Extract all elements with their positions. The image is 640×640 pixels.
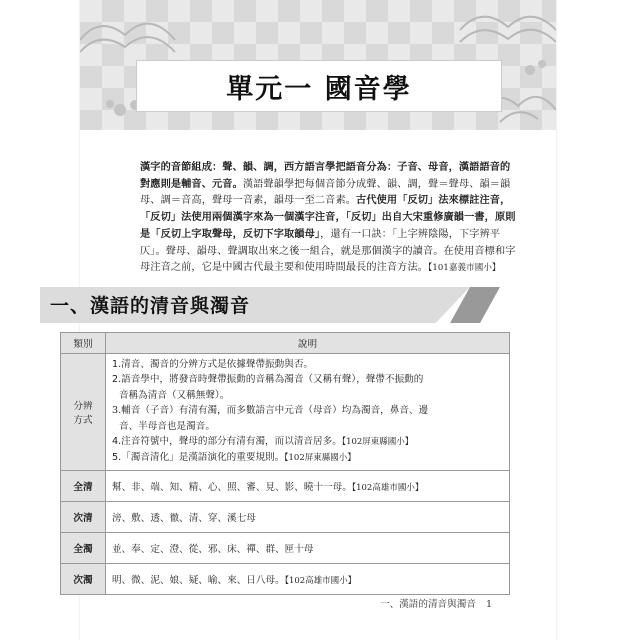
- exam-tag: 【102高雄市國小】: [351, 482, 424, 493]
- row-category: [61, 354, 106, 471]
- header-category: 類別: [61, 333, 106, 354]
- intro-text: 對應則是輔音、元音。: [140, 178, 243, 190]
- row-content: [106, 470, 510, 501]
- row-content-text: 幫、非、端、知、精、心、照、審、見、影、曉十一母。: [112, 481, 352, 493]
- exam-tag: 【102屏東縣國小】: [284, 453, 356, 464]
- table-header-row: [61, 333, 510, 354]
- page-title: 單元一 國音學: [136, 60, 502, 112]
- row-category: 次濁: [61, 563, 106, 594]
- category-text: 方式: [73, 414, 93, 426]
- voicing-table: [60, 332, 510, 595]
- footer-label: 一、漢語的清音與濁音: [380, 599, 476, 610]
- row-category: 全濁: [61, 532, 106, 563]
- intro-text: 漢語聲韻學把每個音節分成聲、韻、調，聲＝聲母、韻＝韻: [242, 178, 511, 190]
- table-row: [61, 563, 510, 594]
- row-category: 次清: [61, 501, 106, 532]
- exam-tag: 【101嘉義市國小】: [428, 263, 501, 274]
- table-row: [61, 532, 510, 563]
- intro-text: 古代使用「反切」法來標註注音，: [356, 195, 511, 207]
- intro-text: 母注音之前，它是中國古代最主要和使用時間最長的注音方法。: [140, 262, 429, 274]
- section-title: 一、漢語的清音與濁音: [50, 295, 251, 317]
- row-content-text: 滂、敷、透、徹、清、穿、溪七母: [112, 512, 256, 524]
- intro-text: ，還有一口訣：「上字辨陰陽，下字辨平: [320, 228, 501, 240]
- row-content-text: 並、奉、定、澄、從、邪、床、禪、群、匣十母: [112, 543, 314, 555]
- intro-line: 仄」。聲母、韻母、聲調取出來之後一組合，就是那個漢字的讀音。在使用音標和字: [140, 245, 516, 257]
- row-content: [106, 501, 510, 532]
- header-banner: [80, 0, 556, 130]
- list-item: 音、半母音也是濁音。: [119, 420, 215, 432]
- intro-line: 漢字的音節組成：聲、韻、調，西方語言學把語音分為：子音、母音，漢語語音的: [140, 162, 511, 173]
- header-description: 說明: [106, 333, 510, 354]
- table-row: [61, 501, 510, 532]
- row-content-text: 明、微、泥、娘、疑、喻、來、日八母。: [112, 574, 285, 586]
- row-content: [106, 532, 510, 563]
- page-number: 1: [485, 599, 493, 610]
- exam-tag: 【102屏東縣國小】: [341, 437, 414, 448]
- page-footer: [380, 596, 492, 610]
- table-row: [61, 470, 510, 501]
- intro-text: 母、調＝音高，聲母一音素，韻母一至二音素。: [140, 195, 357, 207]
- list-item: 1.清音、濁音的分辨方式是依據聲帶振動與否。: [112, 359, 314, 370]
- category-text: 分辨: [73, 400, 93, 412]
- row-category: 全清: [61, 470, 106, 501]
- table-row: [61, 354, 510, 471]
- list-item: 音稱為清音（又稱無聲）。: [119, 389, 230, 401]
- row-content: [106, 563, 510, 594]
- section-header: [40, 287, 510, 323]
- exam-tag: 【102高雄市國小】: [284, 575, 357, 586]
- list-item: 4.注音符號中，聲母的部分有清有濁，而以清音居多。: [112, 436, 342, 448]
- row-description-list: [106, 354, 510, 471]
- intro-text: 是「反切上字取聲母，反切下字取韻母」: [140, 228, 321, 240]
- intro-line: 「反切」法使用兩個漢字來為一個漢字注音，「反切」出自大宋重修廣韻一書，原則: [140, 212, 516, 224]
- list-item: 5.「濁音清化」是漢語演化的重要規則。: [112, 452, 285, 464]
- list-item: 2.語音學中，將發音時聲帶振動的音稱為濁音（又稱有聲），聲帶不振動的: [112, 374, 424, 386]
- list-item: 3.輔音（子音）有清有濁，而多數語言中元音（母音）均為濁音，鼻音、邊: [112, 405, 429, 417]
- intro-paragraph: [140, 160, 592, 277]
